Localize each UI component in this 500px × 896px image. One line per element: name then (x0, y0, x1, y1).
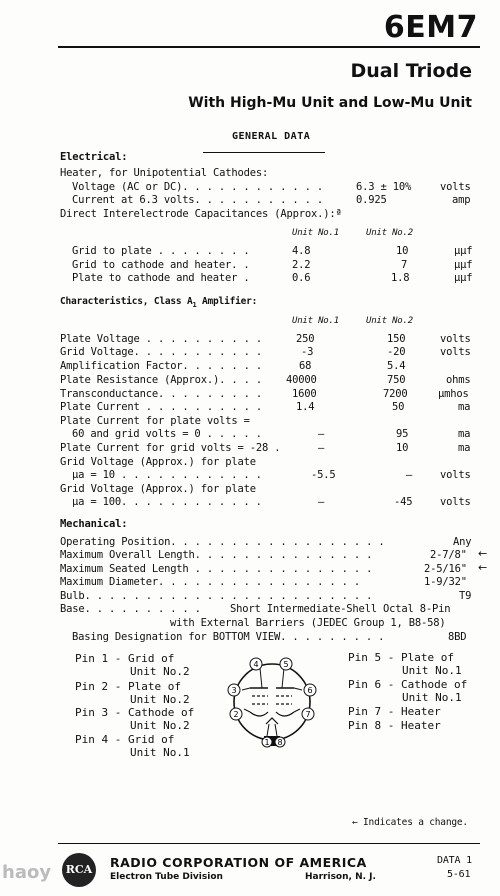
mech-row-value: 1-9/32" (424, 576, 467, 588)
char-row-u2: 150 (387, 333, 406, 345)
current-unit: amp (452, 194, 471, 206)
gv10-u2: – (406, 469, 413, 481)
company-city: Harrison, N. J. (305, 872, 376, 882)
pin-leads (242, 668, 302, 736)
char-row-u2: 750 (387, 374, 406, 386)
gv100-u2: -45 (394, 496, 413, 508)
caps-row-label: Grid to plate . . . . . . . . (72, 245, 250, 257)
company-division: Electron Tube Division (110, 872, 223, 882)
pc0-unit: ma (458, 428, 471, 440)
mechanical-heading: Mechanical: (60, 518, 128, 530)
voltage-label: Voltage (AC or DC). . . . . . . . . . . . (72, 181, 323, 193)
gv100-u1: – (318, 496, 325, 508)
page-subtitle: With High-Mu Unit and Low-Mu Unit (188, 95, 472, 111)
heater-label: Heater, for Unipotential Cathodes: (60, 167, 269, 179)
base-label: Base. . . . . . . . . . (60, 603, 201, 615)
caps-row-label: Grid to cathode and heater. . (72, 259, 250, 271)
header-rule (58, 46, 480, 48)
heater-symbol (266, 718, 278, 724)
basing-label: Basing Designation for BOTTOM VIEW. . . . . . . . . (72, 631, 385, 643)
svg-text:8: 8 (277, 738, 283, 747)
caps-row-u2: 1.8 (391, 272, 410, 284)
base-value-2: with External Barriers (JEDEC Group 1, B8-58) (170, 617, 446, 629)
pin-item-unit: Unit No.2 (130, 665, 190, 678)
mech-row-label: Maximum Diameter. . . . . . . . . . . . . . . . . (60, 576, 360, 588)
pc0-label-1: Plate Current for plate volts = (60, 415, 250, 427)
company-name: RADIO CORPORATION OF AMERICA (110, 855, 367, 870)
char-row-u1: 250 (296, 333, 315, 345)
page-title: Dual Triode (350, 60, 472, 82)
general-data-heading: GENERAL DATA (232, 131, 311, 142)
watermark: haoy (2, 862, 52, 883)
char-row-label: Plate Resistance (Approx.). . . . (60, 374, 263, 386)
caps-row-unit: µµf (454, 245, 473, 257)
caps-row-u1: 2.2 (292, 259, 311, 271)
mech-row-value: T9 (459, 590, 472, 602)
pin-labels (228, 658, 316, 747)
base-value: Short Intermediate-Shell Octal 8-Pin (230, 603, 451, 615)
char-row-label: Amplification Factor. . . . . . . (60, 360, 263, 372)
characteristics-heading: Characteristics, Class $A_1$ Amplifier: (60, 296, 258, 309)
pc0-u2: 95 (396, 428, 409, 440)
mech-row-value: 2-5/16" (424, 563, 467, 575)
char-row-unit: ma (458, 401, 471, 413)
pin-item: Pin 2 - Plate of (75, 680, 181, 693)
base-outline (234, 664, 313, 740)
pin-item: Pin 1 - Grid of (75, 652, 175, 665)
pin-item: Pin 4 - Grid of (75, 733, 175, 746)
caps-unit1-header: Unit No.1 (292, 228, 339, 238)
change-note: ← Indicates a change. (352, 817, 468, 828)
gv100-label-1: Grid Voltage (Approx.) for plate (60, 483, 256, 495)
pc28-label: Plate Current for grid volts = -28 . (60, 442, 281, 454)
grid-lines (252, 696, 292, 704)
caps-label: Direct Interelectrode Capacitances (Approx.):ª (60, 208, 342, 220)
voltage-unit: volts (440, 181, 471, 193)
pin-item-unit: Unit No.1 (402, 664, 462, 677)
pin-item-unit: Unit No.2 (130, 693, 190, 706)
gv10-label-1: Grid Voltage (Approx.) for plate (60, 456, 256, 468)
mech-row-value: Any (453, 536, 472, 548)
mech-row-label: Bulb. . . . . . . . . . . . . . . . . . . . . . . . (60, 590, 373, 602)
svg-text:7: 7 (305, 710, 311, 719)
char-row-unit: volts (440, 346, 471, 358)
char-unit1-header: Unit No.1 (292, 316, 339, 326)
mech-row-label: Maximum Overall Length. . . . . . . . . . . . . . . (60, 549, 373, 561)
pin-item: Pin 8 - Heater (348, 719, 441, 732)
cathode-lines (250, 712, 294, 716)
gv100-unit: volts (440, 496, 471, 508)
mech-row-value: 2-7/8" (430, 549, 467, 561)
char-row-label: Transconductance. . . . . . . . . (60, 388, 263, 400)
char-row-u2: 5.4 (387, 360, 406, 372)
mech-row-label: Operating Position. . . . . . . . . . . . . . . . . . (60, 536, 385, 548)
char-row-unit: volts (440, 333, 471, 345)
pc28-u1: – (318, 442, 325, 454)
caps-row-u1: 0.6 (292, 272, 311, 284)
gv10-u1: -5.5 (311, 469, 336, 481)
char-row-u1: 40000 (286, 374, 317, 386)
voltage-value: 6.3 ± 10% (356, 181, 412, 193)
change-arrow-icon: ← (478, 547, 488, 560)
gv10-unit: volts (440, 469, 471, 481)
caps-row-u1: 4.8 (292, 245, 311, 257)
gv100-label-2: µa = 100. . . . . . . . . . . . (72, 496, 262, 508)
caps-row-u2: 7 (401, 259, 408, 271)
pin-item-unit: Unit No.1 (130, 746, 190, 759)
caps-row-unit: µµf (454, 272, 473, 284)
char-unit2-header: Unit No.2 (366, 316, 413, 326)
general-data-rule (203, 152, 325, 153)
caps-row-unit: µµf (454, 259, 473, 271)
pc28-u2: 10 (396, 442, 409, 454)
char-row-u1: -3 (301, 346, 314, 358)
mech-row-label: Maximum Seated Length . . . . . . . . . . . . . . . (60, 563, 373, 575)
basing-diagram (222, 654, 322, 754)
basing-value: 8BD (448, 631, 467, 643)
pin-item: Pin 6 - Cathode of (348, 678, 468, 691)
current-label: Current at 6.3 volts. . . . . . . . . . . (72, 194, 323, 206)
char-row-u2: 7200 (383, 388, 408, 400)
svg-text:5: 5 (283, 660, 289, 669)
char-row-unit: µmhos (438, 388, 469, 400)
svg-text:3: 3 (231, 686, 237, 695)
pin-item-unit: Unit No.2 (130, 719, 190, 732)
pc28-unit: ma (458, 442, 471, 454)
char-row-u1: 1600 (292, 388, 317, 400)
caps-row-label: Plate to cathode and heater . (72, 272, 250, 284)
char-row-u1: 68 (299, 360, 312, 372)
pin-item: Pin 3 - Cathode of (75, 706, 195, 719)
electrical-heading: Electrical: (60, 151, 128, 163)
svg-text:6: 6 (307, 686, 313, 695)
pc0-u1: – (318, 428, 325, 440)
rca-logo: RCA (62, 853, 96, 887)
pin-item: Pin 7 - Heater (348, 705, 441, 718)
svg-text:1: 1 (264, 738, 270, 747)
pin-item: Pin 5 - Plate of (348, 651, 454, 664)
char-row-unit: ohms (446, 374, 471, 386)
pin-item-unit: Unit No.1 (402, 691, 462, 704)
data-sheet-date: 5-61 (447, 869, 471, 880)
svg-text:4: 4 (253, 660, 259, 669)
char-row-label: Grid Voltage. . . . . . . . . . . (60, 346, 263, 358)
char-row-label: Plate Current . . . . . . . . . . (60, 401, 263, 413)
char-row-u1: 1.4 (296, 401, 315, 413)
char-row-u2: 50 (392, 401, 405, 413)
gv10-label-2: µa = 10 . . . . . . . . . . . . (72, 469, 262, 481)
pc0-label-2: 60 and grid volts = 0 . . . . . (72, 428, 262, 440)
tube-type: 6EM7 (383, 10, 478, 45)
caps-row-u2: 10 (396, 245, 409, 257)
footer-rule (58, 843, 480, 844)
change-arrow-icon: ← (478, 561, 488, 574)
current-value: 0.925 (356, 194, 387, 206)
char-row-u2: -20 (387, 346, 406, 358)
svg-text:2: 2 (233, 710, 239, 719)
char-row-label: Plate Voltage . . . . . . . . . . (60, 333, 263, 345)
data-sheet-number: DATA 1 (437, 855, 472, 866)
caps-unit2-header: Unit No.2 (366, 228, 413, 238)
